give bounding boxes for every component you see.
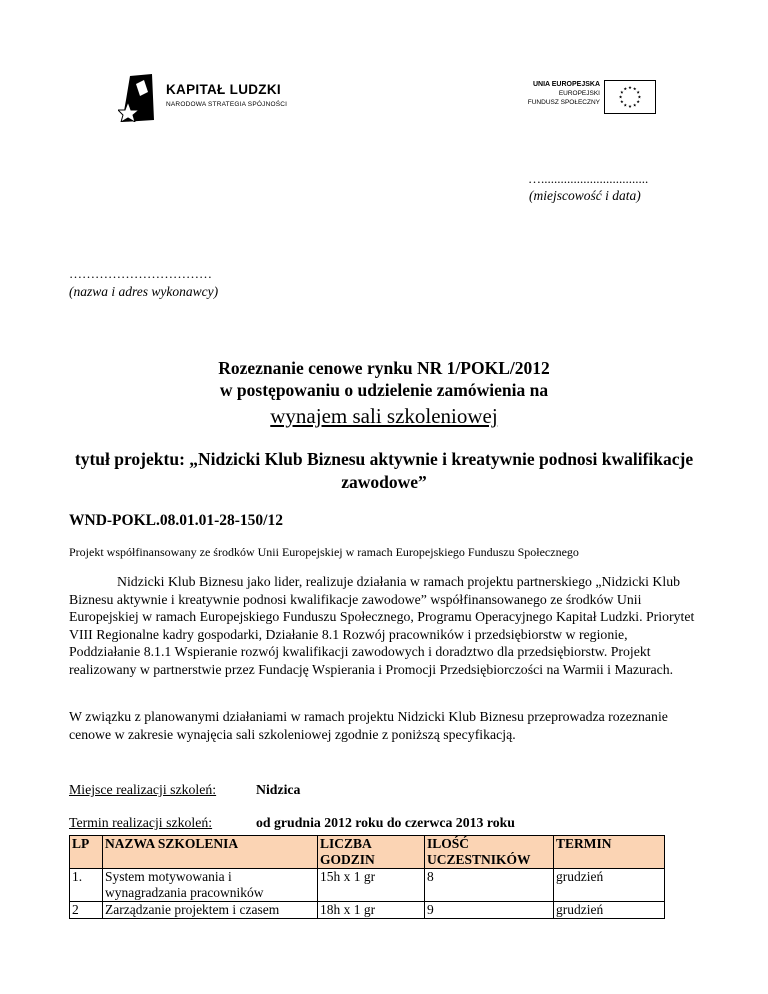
header-lp: LP: [70, 836, 103, 869]
eu-logo-line2: EUROPEJSKI: [558, 90, 600, 97]
row-term: grudzień: [554, 869, 665, 902]
row-hours: 15h x 1 gr: [318, 869, 425, 902]
eu-star-icon: [624, 103, 627, 106]
title-line1: Rozeznanie cenowe rynku NR 1/POKL/2012: [218, 358, 550, 378]
header-term: TERMIN: [554, 836, 665, 869]
row-participants: 9: [425, 902, 554, 919]
location-value: Nidzica: [256, 782, 301, 797]
header-participants: ILOŚĆ UCZESTNIKÓW: [425, 836, 554, 869]
location-label: Miejsce realizacji szkoleń:: [69, 782, 217, 797]
eu-logo-text: [528, 80, 600, 107]
kapital-ludzki-subtitle: NARODOWA STRATEGIA SPÓJNOŚCI: [166, 101, 288, 108]
header-training-name: NAZWA SZKOLENIA: [103, 836, 318, 869]
eu-star-icon: [637, 100, 640, 103]
eu-star-icon: [624, 87, 627, 90]
paragraph-intro-text: Nidzicki Klub Biznesu jako lider, realizuje działania w ramach projektu partnerskiego „Nidzicki Klub Biznesu aktywnie i kreatywnie podnosi kwalifikacje zawodowe” współfinansowanego ze środków Unii Europejskiej w ramach Europejskiego Funduszu Społecznego, Programu Operacyjnego Kapitał Ludzki. Priorytet VIII Regionalne kadry gospodarki, Działanie 8.1 Rozwój pracowników i przedsiębiorstw w regionie, Poddziałanie 8.1.1 Wspieranie rozwój kwalifikacji zawodowych i doradztwo dla przedsiębiorstw. Projekt realizowany w partnerstwie przez Fundację Wspierania i Promocji Przedsiębiorczości na Warmii i Mazurach.: [69, 574, 695, 677]
row-training-name: System motywowania i wynagradzania pracowników: [103, 869, 318, 902]
eu-star-icon: [633, 103, 636, 106]
project-title: tytuł projektu: „Nidzicki Klub Biznesu aktywnie i kreatywnie podnosi kwalifikacje zawodowe”: [74, 449, 694, 492]
place-date-caption: (miejscowość i data): [529, 188, 641, 203]
eu-logo-line3: FUNDUSZ SPOŁECZNY: [527, 99, 600, 106]
kapital-ludzki-logo: [118, 74, 318, 126]
header-hours: LICZBA GODZIN: [318, 836, 425, 869]
cofinancing-note: Projekt współfinansowany ze środków Unii Europejskiej w ramach Europejskiego Funduszu Społecznego: [69, 545, 579, 559]
eu-star-icon: [628, 86, 631, 89]
eu-logo: [486, 80, 656, 114]
eu-star-icon: [637, 91, 640, 94]
project-code: WND-POKL.08.01.01-28-150/12: [69, 512, 283, 529]
title-line2: w postępowaniu o udzielenie zamówienia na: [219, 380, 549, 400]
eu-star-icon: [638, 95, 641, 98]
table-row: [70, 869, 665, 902]
contractor-caption: (nazwa i adres wykonawcy): [69, 284, 219, 299]
kapital-ludzki-emblem-icon: [118, 74, 154, 122]
eu-star-icon: [619, 95, 622, 98]
eu-star-icon: [633, 87, 636, 90]
row-term: grudzień: [554, 902, 665, 919]
row-lp: 1.: [70, 869, 103, 902]
training-spec-table: [69, 835, 665, 919]
table-header-row: [70, 836, 665, 869]
row-training-name: Zarządzanie projektem i czasem: [103, 902, 318, 919]
row-hours: 18h x 1 gr: [318, 902, 425, 919]
eu-star-icon: [620, 100, 623, 103]
document-title: [0, 357, 768, 430]
row-lp: 2: [70, 902, 103, 919]
kapital-ludzki-name: KAPITAŁ LUDZKI: [166, 82, 281, 97]
contractor-dots: ……………………………: [69, 266, 212, 281]
term-label: Termin realizacji szkoleń:: [69, 815, 213, 830]
title-line3: wynajem sali szkoleniowej: [270, 404, 498, 428]
table-row: [70, 902, 665, 919]
place-date-dots: ….................................: [528, 171, 649, 186]
paragraph-intro: [69, 573, 701, 679]
eu-star-icon: [628, 105, 631, 108]
paragraph-request: W związku z planowanymi działaniami w ramach projektu Nidzicki Klub Biznesu przeprowadza rozeznanie cenowe w zakresie wynajęcia sali szkoleniowej zgodnie z poniższą specyfikacją.: [69, 709, 668, 742]
row-participants: 8: [425, 869, 554, 902]
eu-logo-line1: UNIA EUROPEJSKA: [532, 81, 600, 88]
term-value: od grudnia 2012 roku do czerwca 2013 roku: [256, 815, 515, 830]
eu-star-icon: [620, 91, 623, 94]
eu-flag-icon: [604, 80, 656, 114]
